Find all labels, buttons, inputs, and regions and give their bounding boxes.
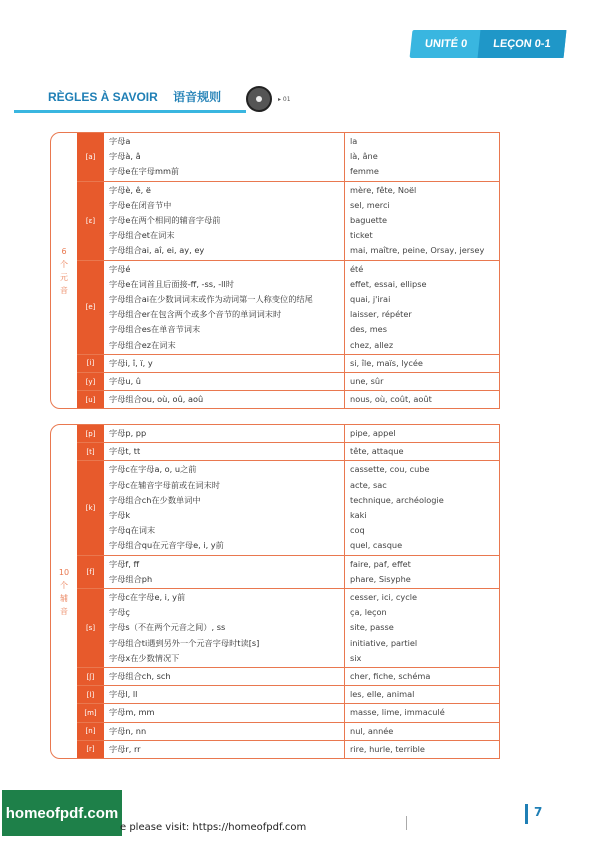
example-words: ça, leçon xyxy=(350,607,387,618)
examples xyxy=(345,461,499,554)
examples xyxy=(345,373,499,390)
spelling-rule: 字母f, ff xyxy=(109,558,140,569)
spelling-rule: 字母a xyxy=(109,136,131,146)
spelling-rule: 字母è, ê, ë xyxy=(109,184,151,195)
section-title-fr: RÈGLES À SAVOIR xyxy=(48,90,158,104)
phoneme-row xyxy=(77,355,499,373)
spelling-rule: 字母组合qu在元音字母e, i, y前 xyxy=(109,540,224,551)
spelling-rule: 字母组合et在词末 xyxy=(109,230,175,241)
spelling-rule: 字母é xyxy=(109,263,131,274)
spelling-rule: 字母e在闭音节中 xyxy=(109,199,172,210)
spelling-rules xyxy=(105,556,345,588)
phoneme-row xyxy=(77,261,499,355)
consonant-table xyxy=(50,424,500,759)
example-words: nous, où, coût, août xyxy=(350,394,432,405)
spelling-rule: 字母e在字母mm前 xyxy=(109,166,180,177)
title-underline xyxy=(14,110,246,113)
spelling-rules xyxy=(105,723,345,740)
examples xyxy=(345,686,499,703)
example-words: baguette xyxy=(350,215,388,226)
examples xyxy=(345,589,499,667)
phoneme-symbol: [y] xyxy=(77,373,105,390)
spelling-rule: 字母e在词首且后面接-ff, -ss, -ll时 xyxy=(109,278,234,289)
examples xyxy=(345,668,499,685)
spelling-rule: 字母组合ai, aî, ei, ay, ey xyxy=(109,245,205,256)
example-words: rire, hurle, terrible xyxy=(350,743,425,754)
example-words: phare, Sisyphe xyxy=(350,573,411,584)
phoneme-symbol: [n] xyxy=(77,723,105,740)
examples xyxy=(345,182,499,260)
consonant-group-label: 10 个 辅 音 xyxy=(58,567,70,616)
phoneme-symbol: [l] xyxy=(77,686,105,703)
example-words: effet, essai, ellipse xyxy=(350,278,427,289)
example-words: femme xyxy=(350,166,379,177)
spelling-rules xyxy=(105,741,345,758)
spelling-rules xyxy=(105,261,345,354)
example-words: cesser, ici, cycle xyxy=(350,592,418,603)
example-words: laisser, répéter xyxy=(350,309,412,320)
spelling-rule: 字母p, pp xyxy=(109,428,147,438)
example-words: cassette, cou, cube xyxy=(350,464,430,475)
spelling-rules xyxy=(105,425,345,442)
spelling-rule: 字母m, mm xyxy=(109,707,155,718)
phoneme-row xyxy=(77,391,499,408)
fold-mark xyxy=(406,816,407,830)
page-number: 7 xyxy=(525,804,542,824)
phoneme-row xyxy=(77,704,499,722)
spelling-rule: 字母u, û xyxy=(109,376,141,387)
spelling-rule: 字母组合ou, où, oû, aoû xyxy=(109,394,204,405)
spelling-rules xyxy=(105,391,345,408)
phoneme-symbol: [t] xyxy=(77,443,105,460)
spelling-rule: 字母e在两个相同的辅音字母前 xyxy=(109,215,221,226)
spelling-rule: 字母n, nn xyxy=(109,725,147,736)
phoneme-symbol: [f] xyxy=(77,556,105,588)
examples xyxy=(345,443,499,460)
section-title-cn: 语音规则 xyxy=(173,90,222,104)
example-words: une, sûr xyxy=(350,376,384,387)
spelling-rule: 字母组合ch在少数单词中 xyxy=(109,494,201,505)
phoneme-row xyxy=(77,133,499,182)
lesson-label: LEÇON 0-1 xyxy=(478,30,566,58)
spelling-rule: 字母x在少数情况下 xyxy=(109,652,180,663)
spelling-rule: 字母c在字母e, i, y前 xyxy=(109,592,186,603)
spelling-rules xyxy=(105,461,345,554)
audio-cd-icon[interactable] xyxy=(246,86,272,112)
example-words: faire, paf, effet xyxy=(350,558,411,569)
example-words: si, île, maïs, lycée xyxy=(350,357,423,368)
example-words: les, elle, animal xyxy=(350,689,415,700)
site-logo[interactable]: homeofpdf.com xyxy=(2,790,122,836)
example-words: initiative, partiel xyxy=(350,637,418,648)
examples xyxy=(345,556,499,588)
spelling-rule: 字母组合er在包含两个或多个音节的单词词末时 xyxy=(109,309,282,320)
spelling-rules xyxy=(105,182,345,260)
spelling-rules xyxy=(105,443,345,460)
phoneme-row xyxy=(77,443,499,461)
footer-url-text[interactable]: e please visit: https://homeofpdf.com xyxy=(120,822,307,833)
example-words: pipe, appel xyxy=(350,428,396,438)
example-words: été xyxy=(350,263,364,274)
spelling-rule: 字母组合ai在少数词词末或作为动词第一人称变位的结尾 xyxy=(109,294,313,305)
spelling-rules xyxy=(105,133,345,181)
spelling-rules xyxy=(105,373,345,390)
phoneme-symbol: [s] xyxy=(77,589,105,667)
spelling-rule: 字母ç xyxy=(109,607,130,618)
examples xyxy=(345,261,499,354)
phoneme-row xyxy=(77,182,499,261)
phoneme-row xyxy=(77,723,499,741)
phoneme-symbol: [p] xyxy=(77,425,105,442)
phoneme-symbol: [k] xyxy=(77,461,105,554)
phoneme-row xyxy=(77,373,499,391)
examples xyxy=(345,391,499,408)
phoneme-symbol: [r] xyxy=(77,741,105,758)
example-words: masse, lime, immaculé xyxy=(350,707,445,718)
section-title xyxy=(48,88,221,105)
spelling-rule: 字母r, rr xyxy=(109,743,141,754)
example-words: mai, maître, peine, Orsay, jersey xyxy=(350,245,485,256)
spelling-rules xyxy=(105,355,345,372)
spelling-rule: 字母组合ch, sch xyxy=(109,671,171,682)
example-words: six xyxy=(350,652,362,663)
unit-label: UNITÉ 0 xyxy=(424,38,469,50)
example-words: acte, sac xyxy=(350,479,387,490)
examples xyxy=(345,704,499,721)
example-words: site, passe xyxy=(350,622,394,633)
example-words: ticket xyxy=(350,230,373,241)
phoneme-row xyxy=(77,668,499,686)
phoneme-symbol: [a] xyxy=(77,133,105,181)
phoneme-row xyxy=(77,425,499,443)
example-words: quai, j'irai xyxy=(350,294,391,305)
example-words: technique, archéologie xyxy=(350,494,444,505)
phoneme-row xyxy=(77,556,499,589)
example-words: des, mes xyxy=(350,324,387,335)
spelling-rule: 字母组合ez在词末 xyxy=(109,339,176,350)
spelling-rule: 字母组合ti遇到另外一个元音字母时t读[s] xyxy=(109,637,260,648)
examples xyxy=(345,741,499,758)
example-words: là, âne xyxy=(350,151,378,162)
spelling-rule: 字母c在字母a, o, u之前 xyxy=(109,464,197,475)
phoneme-symbol: [i] xyxy=(77,355,105,372)
audio-track-label: ▸ 01 xyxy=(278,96,291,103)
example-words: sel, merci xyxy=(350,199,390,210)
example-words: coq xyxy=(350,525,365,536)
vowel-group-label: 6 个 元 音 xyxy=(60,246,68,295)
phoneme-row xyxy=(77,461,499,555)
vowel-table xyxy=(50,132,500,409)
spelling-rule: 字母组合ph xyxy=(109,573,153,584)
spelling-rules xyxy=(105,668,345,685)
spelling-rule: 字母k xyxy=(109,510,131,521)
spelling-rules xyxy=(105,589,345,667)
example-words: mère, fête, Noël xyxy=(350,184,417,195)
spelling-rule: 字母i, î, ï, y xyxy=(109,357,153,368)
example-words: quel, casque xyxy=(350,540,403,551)
phoneme-symbol: [e] xyxy=(77,261,105,354)
phoneme-row xyxy=(77,741,499,758)
examples xyxy=(345,723,499,740)
spelling-rule: 字母c在辅音字母前或在词末时 xyxy=(109,479,220,490)
spelling-rule: 字母组合es在单音节词末 xyxy=(109,324,201,335)
example-words: nul, année xyxy=(350,725,394,736)
example-words: cher, fiche, schéma xyxy=(350,671,431,682)
phoneme-row xyxy=(77,589,499,668)
unit-lesson-ribbon xyxy=(410,30,567,58)
phoneme-symbol: [u] xyxy=(77,391,105,408)
spelling-rule: 字母s（不在两个元音之间）, ss xyxy=(109,622,226,633)
example-words: chez, allez xyxy=(350,339,394,350)
phoneme-row xyxy=(77,686,499,704)
spelling-rule: 字母l, ll xyxy=(109,689,138,700)
examples xyxy=(345,133,499,181)
spelling-rules xyxy=(105,704,345,721)
example-words: tête, attaque xyxy=(350,446,404,457)
spelling-rules xyxy=(105,686,345,703)
examples xyxy=(345,355,499,372)
phoneme-symbol: [ʃ] xyxy=(77,668,105,685)
spelling-rule: 字母à, â xyxy=(109,151,141,162)
example-words: la xyxy=(350,136,358,146)
example-words: kaki xyxy=(350,510,367,521)
phoneme-symbol: [ɛ] xyxy=(77,182,105,260)
examples xyxy=(345,425,499,442)
spelling-rule: 字母t, tt xyxy=(109,446,141,457)
spelling-rule: 字母q在词末 xyxy=(109,525,156,536)
phoneme-symbol: [m] xyxy=(77,704,105,721)
